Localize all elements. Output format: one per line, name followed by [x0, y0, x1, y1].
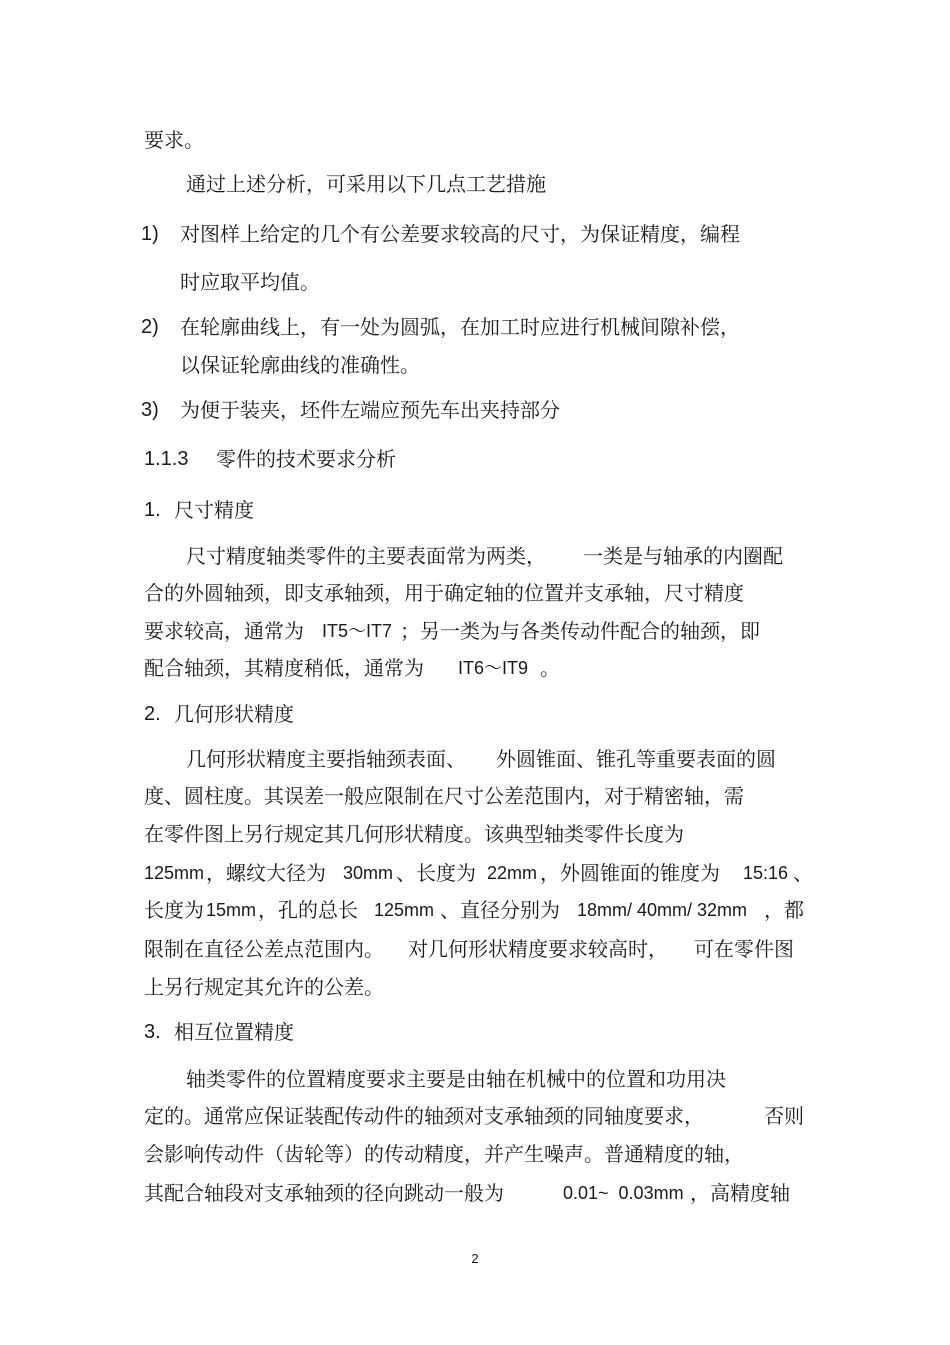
line-text: 时应取平均值。 — [180, 270, 320, 294]
list-marker: 1) — [141, 223, 159, 245]
subsection-title: 几何形状精度 — [174, 702, 294, 726]
list-marker: 2) — [141, 316, 159, 338]
line-text: 度、圆柱度。其误差一般应限制在尺寸公差范围内，对于精密轴，需 — [144, 784, 744, 808]
line-text: 轴类零件的位置精度要求主要是由轴在机械中的位置和功用决 — [186, 1067, 726, 1091]
line-text: 要求。 — [144, 128, 204, 152]
line-text: 长度为 — [144, 898, 204, 922]
section-title: 零件的技术要求分析 — [216, 447, 396, 471]
line-text: ，都 — [764, 898, 804, 922]
subsection-title: 相互位置精度 — [174, 1020, 294, 1044]
line-text: 尺寸精度轴类零件的主要表面常为两类， — [186, 544, 546, 568]
subsection-number: 1. — [144, 499, 161, 521]
line-text: 可在零件图 — [694, 937, 794, 961]
value: 0.01~ 0.03mm — [563, 1183, 684, 1203]
page-number: 2 — [471, 1251, 479, 1266]
section-number: 1.1.3 — [144, 448, 189, 470]
line-text: 为便于装夹，坯件左端应预先车出夹持部分 — [180, 398, 560, 422]
line-text: ，高精度轴 — [690, 1181, 790, 1205]
line-text: 要求较高，通常为 — [144, 619, 304, 643]
line-text: 对几何形状精度要求较高时， — [408, 937, 668, 961]
value: 125mm — [374, 900, 435, 920]
line-text: ，螺纹大径为 — [206, 861, 326, 885]
line-text: 其配合轴段对支承轴颈的径向跳动一般为 — [144, 1181, 504, 1205]
subsection-title: 尺寸精度 — [174, 498, 254, 522]
line-text: ，孔的总长 — [258, 898, 358, 922]
line-text: 对图样上给定的几个有公差要求较高的尺寸，为保证精度，编程 — [180, 222, 740, 246]
line-text: 上另行规定其允许的公差。 — [144, 975, 384, 999]
value: 18mm/ 40mm/ 32mm — [577, 900, 748, 920]
line-text: ；另一类为与各类传动件配合的轴颈，即 — [400, 619, 760, 643]
line-text: 定的。通常应保证装配传动件的轴颈对支承轴颈的同轴度要求， — [144, 1104, 704, 1128]
list-marker: 3) — [141, 399, 159, 421]
line-text: 。 — [540, 656, 560, 680]
value: 125mm — [144, 863, 205, 883]
line-text: 一类是与轴承的内圈配 — [583, 544, 783, 568]
line-text: 限制在直径公差点范围内。 — [144, 937, 384, 961]
line-text: 以保证轮廓曲线的准确性。 — [180, 353, 420, 377]
line-text: 合的外圆轴颈，即支承轴颈，用于确定轴的位置并支承轴，尺寸精度 — [144, 581, 744, 605]
value: 15mm — [206, 900, 257, 920]
subsection-number: 3. — [144, 1021, 161, 1043]
line-text: 配合轴颈，其精度稍低，通常为 — [144, 656, 424, 680]
tolerance-grade: IT6～IT9 — [458, 658, 529, 678]
line-text: 几何形状精度主要指轴颈表面、 — [186, 747, 466, 771]
value: 30mm — [343, 863, 394, 883]
line-text: ，外圆锥面的锥度为 — [540, 861, 720, 885]
line-text: 在轮廓曲线上，有一处为圆弧，在加工时应进行机械间隙补偿， — [180, 315, 740, 339]
line-text: 、长度为 — [396, 861, 476, 885]
subsection-number: 2. — [144, 703, 161, 725]
line-text: 通过上述分析，可采用以下几点工艺措施 — [186, 172, 546, 196]
line-text: 会影响传动件（齿轮等）的传动精度，并产生噪声。普通精度的轴， — [144, 1142, 744, 1166]
tolerance-grade: IT5～IT7 — [322, 621, 393, 641]
line-text: 在零件图上另行规定其几何形状精度。该典型轴类零件长度为 — [144, 822, 684, 846]
line-text: 、 — [793, 861, 813, 885]
value: 15:16 — [743, 863, 789, 883]
line-text: 外圆锥面、锥孔等重要表面的圆 — [496, 747, 776, 771]
line-text: 否则 — [764, 1104, 804, 1128]
value: 22mm — [487, 863, 538, 883]
line-text: 、直径分别为 — [440, 898, 560, 922]
